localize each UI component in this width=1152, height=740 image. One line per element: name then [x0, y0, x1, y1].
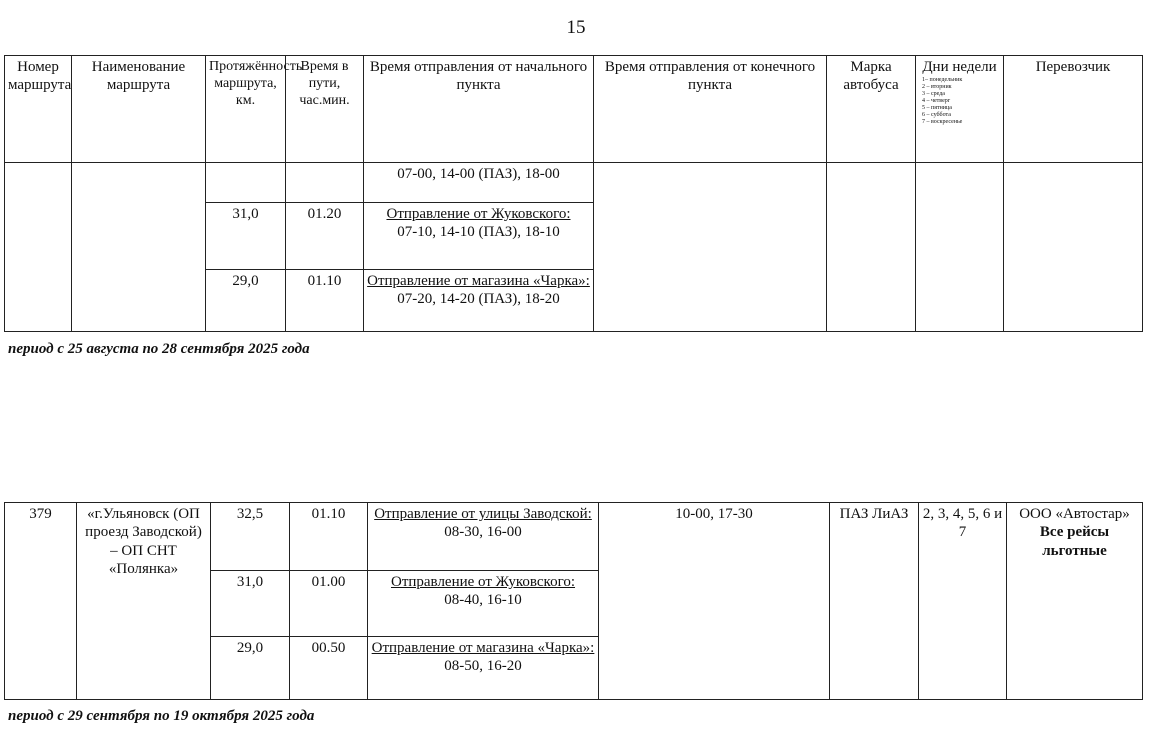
page-number: 15: [566, 17, 586, 38]
days-legend-item: 1– понедельник: [922, 77, 963, 84]
departure-cell: [364, 270, 594, 332]
time-cell: 01.20: [286, 203, 364, 270]
departure-title: Отправление от Жуковского:: [386, 206, 571, 222]
bus-brand-cell: ПАЗ ЛиАЗ: [830, 503, 919, 700]
time-cell: 01.00: [290, 571, 368, 637]
departure-cell: [368, 637, 599, 700]
header-departure-end: Время отправления от конечного пункта: [594, 56, 827, 163]
carrier-cell: [1004, 163, 1143, 332]
route-number-cell: [5, 163, 72, 332]
departure-times: 07-20, 14-20 (ПАЗ), 18-20: [397, 291, 560, 308]
header-days: [916, 56, 1004, 163]
header-route-number: Номер маршрута: [5, 56, 72, 163]
days-cell: [916, 163, 1004, 332]
days-legend: [919, 77, 1000, 126]
route-name-cell: [72, 163, 206, 332]
time-cell: [286, 163, 364, 203]
table-row: [5, 163, 1143, 203]
length-cell: [206, 163, 286, 203]
time-cell: 00.50: [290, 637, 368, 700]
header-bus-brand: Марка автобуса: [827, 56, 916, 163]
schedule-table-bottom: [4, 502, 1143, 700]
route-number-cell: 379: [5, 503, 77, 700]
departure-times: 07-00, 14-00 (ПАЗ), 18-00: [397, 166, 560, 182]
days-legend-item: 3 – среда: [922, 91, 945, 98]
header-route-name: Наименование маршрута: [72, 56, 206, 163]
departure-times: 08-40, 16-10: [444, 592, 522, 609]
days-legend-item: 2 – вторник: [922, 84, 952, 91]
length-cell: 29,0: [206, 270, 286, 332]
time-cell: 01.10: [290, 503, 368, 571]
departure-title: Отправление от Жуковского:: [390, 574, 576, 590]
length-cell: 32,5: [211, 503, 290, 571]
days-cell: 2, 3, 4, 5, 6 и 7: [919, 503, 1007, 700]
header-travel-time: Время в пути, час.мин.: [286, 56, 364, 163]
header-days-title: Дни недели: [922, 59, 997, 75]
days-legend-item: 6 – суббота: [922, 112, 951, 119]
departure-end-cell: [594, 163, 827, 332]
carrier-note: Все рейсы льготные: [1039, 524, 1110, 559]
departure-times: 08-50, 16-20: [444, 658, 522, 675]
departure-end-cell: 10-00, 17-30: [599, 503, 830, 700]
days-legend-item: 5 – пятница: [922, 105, 952, 112]
days-legend-item: 4 – четверг: [922, 98, 951, 105]
departure-cell: [368, 503, 599, 571]
period-label: период с 25 августа по 28 сентября 2025 года: [8, 341, 310, 357]
route-name-cell: «г.Ульяновск (ОП проезд Заводской) – ОП СНТ «Полянка»: [77, 503, 211, 700]
schedule-table-top: [4, 55, 1143, 332]
departure-cell: [368, 571, 599, 637]
length-cell: 31,0: [211, 571, 290, 637]
departure-title: Отправление от улицы Заводской:: [374, 506, 592, 522]
header-departure-start: Время отправления от начального пункта: [364, 56, 594, 163]
bus-brand-cell: [827, 163, 916, 332]
period-label: период с 29 сентября по 19 октября 2025 года: [8, 708, 315, 724]
length-cell: 29,0: [211, 637, 290, 700]
departure-title: Отправление от магазина «Чарка»:: [367, 273, 590, 289]
carrier-name: ООО «Автостар»: [1019, 506, 1130, 522]
departure-times: 07-10, 14-10 (ПАЗ), 18-10: [397, 224, 560, 241]
time-cell: 01.10: [286, 270, 364, 332]
days-legend-item: 7 – воскресенье: [922, 119, 963, 126]
departure-cell: [364, 203, 594, 270]
departure-times: 08-30, 16-00: [444, 524, 522, 541]
header-carrier: Перевозчик: [1004, 56, 1143, 163]
table-row: [5, 503, 1143, 571]
departure-title: Отправление от магазина «Чарка»:: [371, 640, 595, 656]
carrier-cell: [1007, 503, 1143, 700]
length-cell: 31,0: [206, 203, 286, 270]
header-length: Протяжённость маршрута, км.: [206, 56, 286, 163]
departure-cell: [364, 163, 594, 203]
header-row: [5, 56, 1143, 163]
